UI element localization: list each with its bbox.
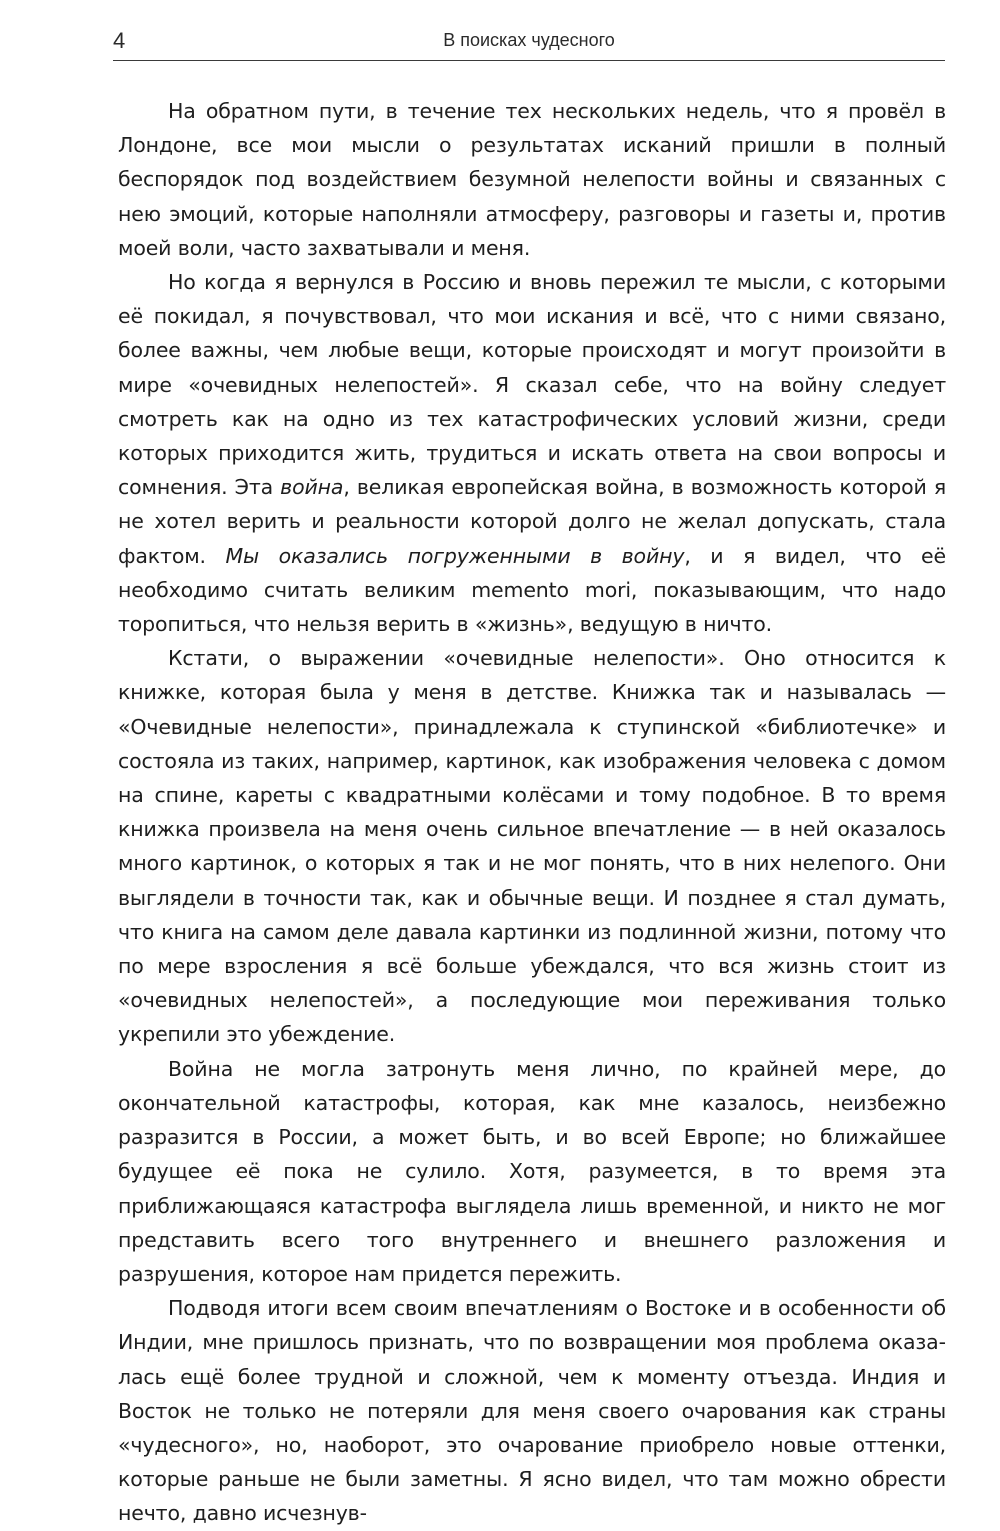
text-run: Война не могла затронуть меня лично, по крайней мере, до окончательной катастрофы, которая, как мне казалось, неизбежно разразится в России, а может быть, и во всей Европе; но ближайшее будущее её пока не сулило. Хотя, разумеется, в то время эта приближающаяся катастрофа выглядела лишь временной, и никто не мог представить всего того внутреннего и внешнего разложения и разрушения, которое нам придется пережить. [118,1056,946,1286]
page-header [113,26,945,61]
text-run: Подводя итоги всем своим впечатлениям о Востоке и в особенности об Индии, мне пришлось признать, что по возвращении моя проблема оказалась ещё более трудной и сложной, чем к моменту отъезда. Индия и Восток не только не потеряли для меня своего очарования как страны «чудесного», но, наоборот, это очарование приобрело новые оттенки, которые раньше не были заметны. Я ясно видел, что там можно обрести нечто, давно исчезнув- [118,1296,946,1526]
paragraph [118,1052,946,1291]
body-text [118,94,946,1531]
text-run: , великая европейская война, в возможность которой я не хотел верить и реальности которой долго не желал допускать, стала фактом. [118,475,946,568]
paragraph [118,265,946,641]
paragraph [118,94,946,265]
italic-text-run: Мы оказались погруженными в войну [225,543,685,568]
paragraph [118,1291,946,1530]
paragraph [118,641,946,1051]
text-run: На обратном пути, в течение тех нескольких недель, что я провёл в Лондоне, все мои мысли о результатах исканий пришли в полный беспорядок под воздействием безумной нелепости войны и связанных с нею эмоций, которые наполняли атмосферу, разговоры и газеты и, против моей воли, часто захватывали и меня. [118,99,946,260]
page-number: 4 [113,28,126,53]
text-run: Но когда я вернулся в Россию и вновь пережил те мысли, с которыми её покидал, я почувствовал, что мои искания и всё, что с ними связано, более важны, чем любые вещи, которые происходят и могут произойти в мире «очевидных нелепостей». Я сказал себе, что на войну следует смотреть как на одно из тех катастрофических условий жизни, среди которых приходится жить, трудиться и искать ответа на свои вопросы и сомнения. Эта [118,270,946,500]
text-run: Кстати, о выражении «очевидные нелепости». Оно относится к книжке, которая была у меня в детстве. Книжка так и называлась — «Очевидные нелепости», принадлежала к ступинской «библиотечке» и состояла из таких, например, картинок, как изображения человека с домом на спине, кареты с квадратными колёсами и тому подобное. В то время книжка произвела на меня очень сильное впечатление — в ней оказалось много картинок, о которых я так и не мог понять, что в них нелепого. Они выглядели в точности так, как и обычные вещи. И позднее я стал думать, что книга на самом деле давала картинки из подлинной жизни, потому что по мере взросления я всё больше убеждался, что вся жизнь стоит из «очевидных нелепостей», а последующие мои переживания только укрепили это убеждение. [118,646,946,1047]
italic-text-run: война [280,475,344,500]
running-title: В поисках чудесного [443,30,615,50]
text-run: , и я видел, что её необходимо считать великим memento mori, показывающим, что надо торопиться, что нельзя верить в «жизнь», ведущую в ничто. [118,543,946,637]
